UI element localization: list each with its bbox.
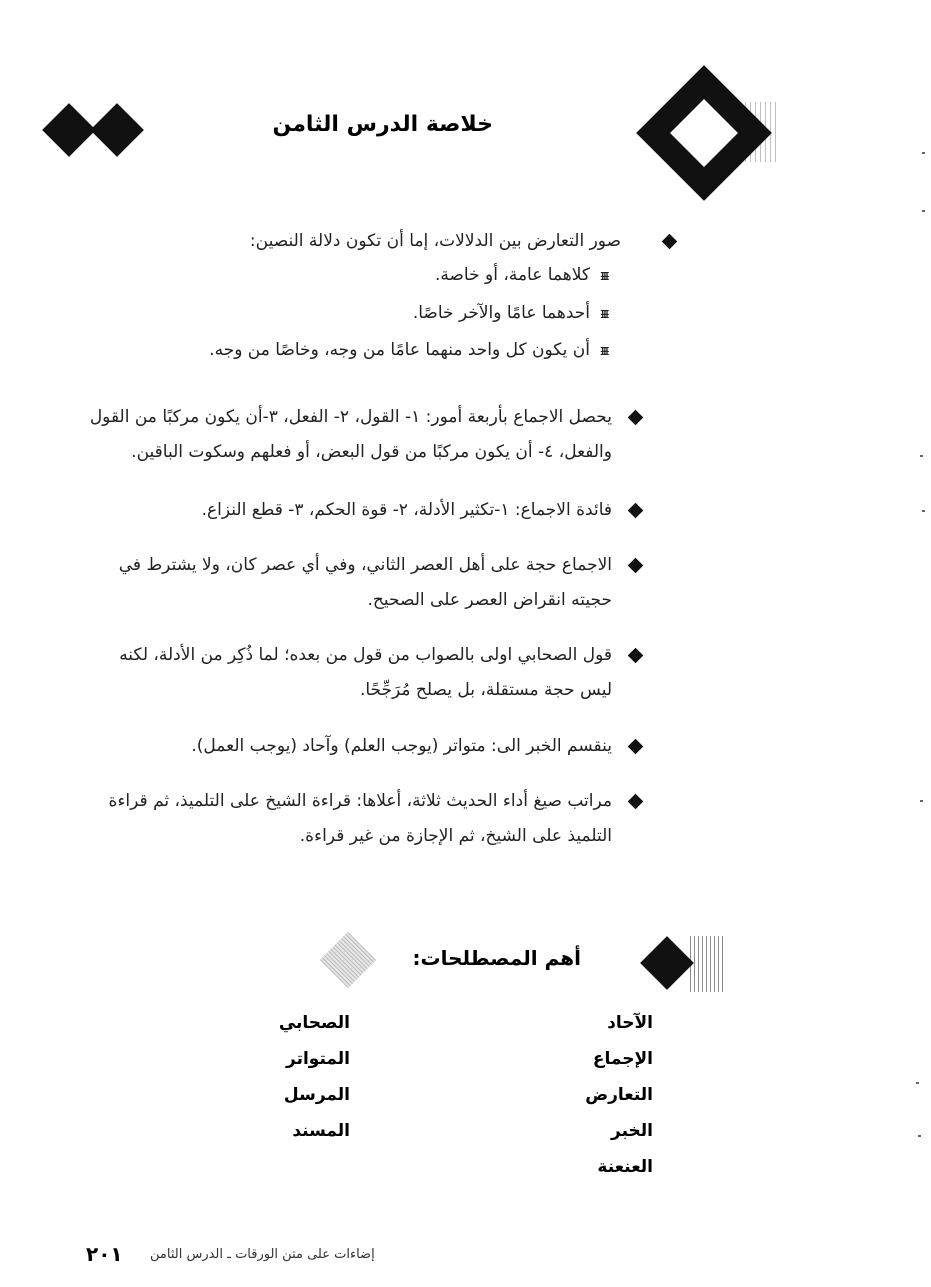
paragraph: الاجماع حجة على أهل العصر الثاني، وفي أي عصر كان، ولا يشترط في حجيته انقراض العصر على الصحيح.	[118, 555, 612, 610]
diamond-frame-icon	[636, 65, 772, 201]
term-item: المرسل	[283, 1085, 350, 1105]
diamond-icon	[42, 103, 96, 157]
term-item: الخبر	[611, 1121, 653, 1141]
sub-item: كلاهما عامة، أو خاصة.	[434, 265, 590, 285]
term-item: المتواتر	[286, 1049, 350, 1069]
bullet-diamond-icon	[628, 739, 644, 755]
term-item: الصحابي	[278, 1013, 350, 1033]
term-item: العنعنة	[597, 1157, 653, 1177]
scan-speck	[922, 510, 925, 512]
diamond-icon	[640, 936, 694, 990]
scan-speck	[922, 152, 925, 154]
bullet-diamond-icon	[628, 558, 644, 574]
page-number: ٢٠١	[86, 1242, 123, 1266]
halftone-diamond-icon	[320, 932, 377, 989]
paragraph-intro: صور التعارض بين الدلالات، إما أن تكون دلالة النصين:	[249, 231, 621, 251]
sub-bullet-icon: ᵻᵻᵻ	[600, 268, 607, 284]
scan-speck	[920, 800, 923, 802]
scan-speck	[918, 1135, 921, 1137]
sub-bullet-icon: ᵻᵻᵻ	[600, 343, 607, 359]
scan-speck	[920, 455, 923, 457]
bullet-diamond-icon	[628, 648, 644, 664]
term-item: المسند	[292, 1121, 350, 1141]
scan-speck	[916, 1082, 919, 1084]
decorative-stripes	[690, 936, 726, 992]
running-title: إضاءات على متن الورقات ـ الدرس الثامن	[150, 1247, 375, 1262]
term-item: التعارض	[585, 1085, 653, 1105]
bullet-diamond-icon	[662, 234, 678, 250]
sub-item: أن يكون كل واحد منهما عامًا من وجه، وخاصًا من وجه.	[209, 340, 590, 360]
paragraph: ينقسم الخبر الى: متواتر (يوجب العلم) وآحاد (يوجب العمل).	[191, 736, 612, 756]
section-title: خلاصة الدرس الثامن	[272, 112, 493, 137]
paragraph: مراتب صيغ أداء الحديث ثلاثة، أعلاها: قراءة الشيخ على التلميذ، ثم قراءة التلميذ على الشيخ، ثم الإجازة من غير قراءة.	[108, 791, 612, 846]
terms-heading: أهم المصطلحات:	[412, 946, 581, 970]
bullet-diamond-icon	[628, 410, 644, 426]
bullet-diamond-icon	[628, 794, 644, 810]
term-item: الإجماع	[592, 1049, 653, 1069]
scan-speck	[922, 210, 925, 212]
paragraph: يحصل الاجماع بأربعة أمور: ١- القول، ٢- الفعل، ٣-أن يكون مركبًا من القول والفعل، ٤- أن يكون مركبًا من قول البعض، أو فعلهم وسكوت الباقين.	[89, 407, 612, 462]
sub-bullet-icon: ᵻᵻᵻ	[600, 306, 607, 322]
sub-item: أحدهما عامًا والآخر خاصًا.	[412, 303, 590, 323]
bullet-diamond-icon	[628, 503, 644, 519]
paragraph: قول الصحابي اولى بالصواب من قول من بعده؛ لما ذُكِر من الأدلة، لكنه ليس حجة مستقلة، بل يصلح مُرَجِّحًا.	[119, 645, 612, 700]
paragraph: فائدة الاجماع: ١-تكثير الأدلة، ٢- قوة الحكم، ٣- قطع النزاع.	[201, 500, 612, 520]
term-item: الآحاد	[607, 1013, 653, 1033]
diamond-icon	[90, 103, 144, 157]
